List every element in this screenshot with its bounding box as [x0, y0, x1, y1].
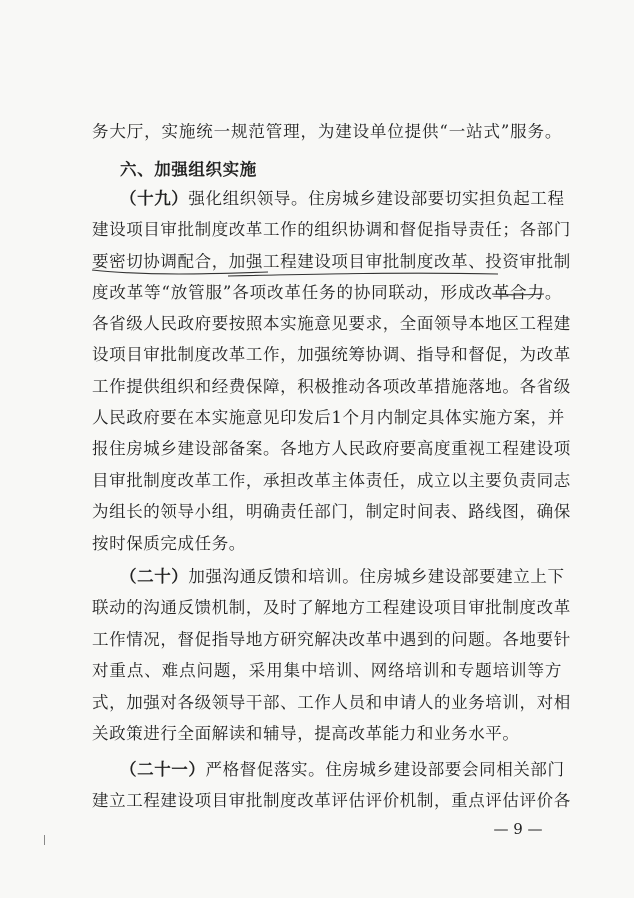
text-line-6: 度改革等“放管服”各项改革任务的协同联动，形成改革合力。 — [92, 283, 562, 302]
text-line-9: 工作提供组织和经费保障，积极推动各项改革措施落地。各省级 — [92, 377, 571, 396]
paragraph-20-lead: 加强沟通反馈和培训。住房城乡建设部要建立上下 — [188, 567, 565, 586]
paragraph-19-first-line — [120, 189, 565, 209]
text-line-7: 各省级人民政府要按照本实施意见要求，全面领导本地区工程建 — [92, 314, 571, 333]
text-line-16: 联动的沟通反馈机制，及时了解地方工程建设项目审批制度改革 — [92, 598, 571, 617]
text-line-14: 按时保质完成任务。 — [92, 534, 246, 553]
text-line-20: 关政策进行全面解读和辅导，提高改革能力和业务水平。 — [92, 724, 520, 743]
text-line-5: 要密切协调配合，加强工程建设项目审批制度改革、投资审批制 — [92, 252, 571, 271]
text-line-11: 报住房城乡建设部备案。各地方人民政府要高度重视工程建设项 — [92, 439, 571, 458]
section-heading: 六、加强组织实施 — [120, 160, 257, 179]
text-line-19: 式，加强对各级领导干部、工作人员和申请人的业务培训，对相 — [92, 693, 571, 712]
text-line-22: 建立工程建设项目审批制度改革评估评价机制，重点评估评价各 — [92, 791, 571, 810]
paragraph-21-lead: 严格督促落实。住房城乡建设部要会同相关部门 — [205, 760, 565, 779]
paragraph-label-19: （十九） — [120, 189, 189, 208]
text-line-10: 人民政府要在本实施意见印发后1个月内制定具体实施方案，并 — [92, 408, 565, 427]
text-line-13: 为组长的领导小组，明确责任部门，制定时间表、路线图，确保 — [92, 502, 571, 521]
paragraph-label-20: （二十） — [120, 567, 189, 586]
handwritten-underline-mark — [88, 258, 558, 298]
text-line-1: 务大厅，实施统一规范管理，为建设单位提供“一站式”服务。 — [92, 122, 562, 141]
paragraph-21-first-line — [120, 760, 565, 780]
text-line-18: 对重点、难点问题，采用集中培训、网络培训和专题培训等方 — [92, 661, 562, 680]
paragraph-20-first-line — [120, 567, 565, 587]
page-number: — 9 — — [493, 820, 543, 838]
text-line-12: 目审批制度改革工作，承担改革主体责任，成立以主要负责同志 — [92, 471, 571, 490]
paragraph-label-21: （二十一） — [120, 760, 206, 779]
scan-edge-mark — [44, 835, 45, 845]
paragraph-19-lead: 强化组织领导。住房城乡建设部要切实担负起工程 — [188, 189, 565, 208]
text-line-4: 建设项目审批制度改革工作的组织协调和督促指导责任；各部门 — [92, 220, 571, 239]
text-line-8: 设项目审批制度改革工作，加强统筹协调、指导和督促，为改革 — [92, 345, 571, 364]
text-line-17: 工作情况，督促指导地方研究解决改革中遇到的问题。各地要针 — [92, 630, 571, 649]
